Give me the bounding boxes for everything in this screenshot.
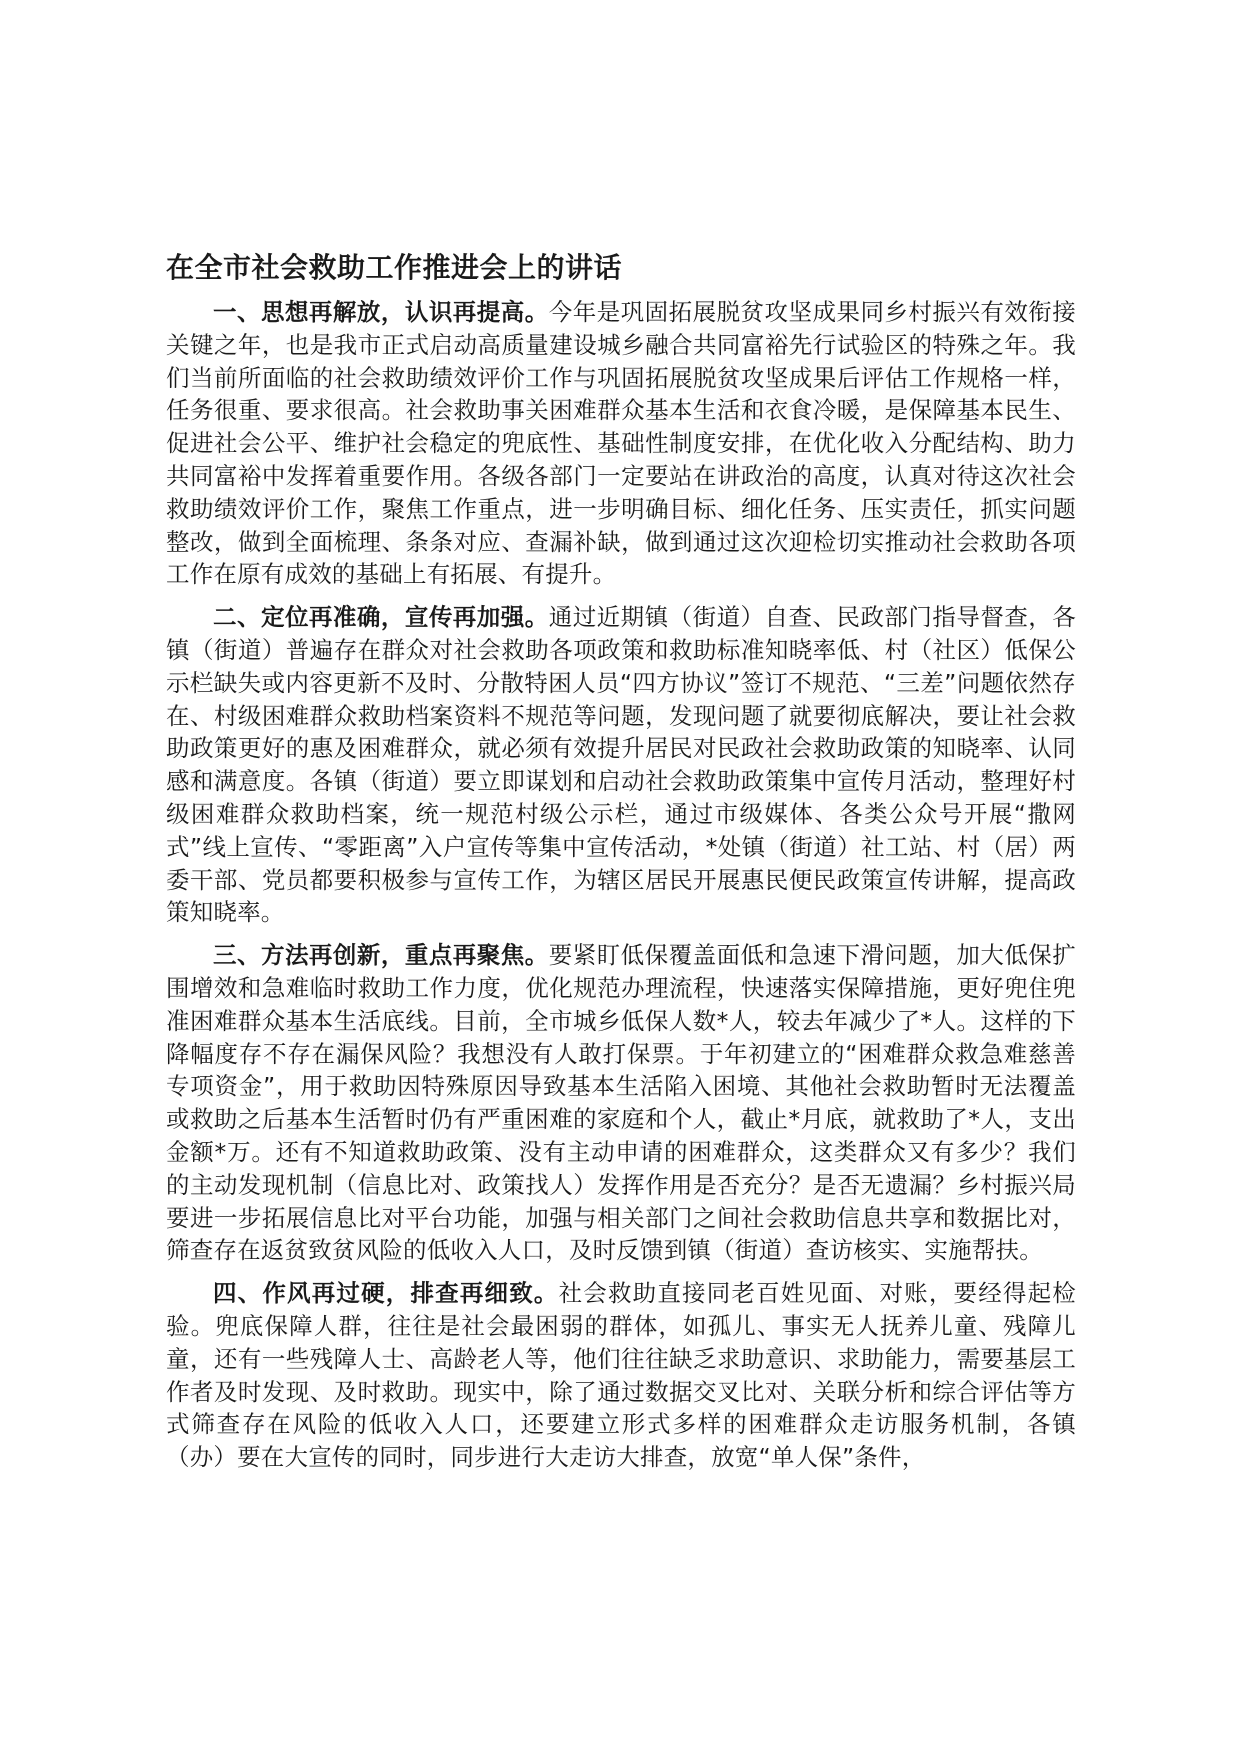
paragraph-4 — [166, 1277, 1076, 1474]
paragraph-1-heading: 一、思想再解放，认识再提高。 — [213, 298, 549, 326]
paragraph-2-text: 通过近期镇（街道）自查、民政部门指导督查，各镇（街道）普遍存在群众对社会救助各项政策和救助标准知晓率低、村（社区）低保公示栏缺失或内容更新不及时、分散特困人员“四方协议”签订不规范、“三差”问题依然存在、村级困难群众救助档案资料不规范等问题，发现问题了就要彻底解决，要让社会救助政策更好的惠及困难群众，就必须有效提升居民对民政社会救助政策的知晓率、认同感和满意度。各镇（街道）要立即谋划和启动社会救助政策集中宣传月活动，整理好村级困难群众救助档案，统一规范村级公示栏，通过市级媒体、各类公众号开展“撒网式”线上宣传、“零距离”入户宣传等集中宣传活动，*处镇（街道）社工站、村（居）两委干部、党员都要积极参与宣传工作，为辖区居民开展惠民便民政策宣传讲解，提高政策知晓率。 — [166, 603, 1076, 927]
paragraph-3 — [166, 939, 1076, 1267]
paragraph-3-text: 要紧盯低保覆盖面低和急速下滑问题，加大低保扩围增效和急难临时救助工作力度，优化规范办理流程，快速落实保障措施，更好兜住兜准困难群众基本生活底线。目前，全市城乡低保人数*人，较去年减少了*人。这样的下降幅度存不存在漏保风险？我想没有人敢打保票。于年初建立的“困难群众救急难慈善专项资金”，用于救助因特殊原因导致基本生活陷入困境、其他社会救助暂时无法覆盖或救助之后基本生活暂时仍有严重困难的家庭和个人，截止*月底，就救助了*人，支出金额*万。还有不知道救助政策、没有主动申请的困难群众，这类群众又有多少？我们的主动发现机制（信息比对、政策找人）发挥作用是否充分？是否无遗漏？乡村振兴局要进一步拓展信息比对平台功能，加强与相关部门之间社会救助信息共享和数据比对，筛查存在返贫致贫风险的低收入人口，及时反馈到镇（街道）查访核实、实施帮扶。 — [166, 941, 1076, 1265]
document-title: 在全市社会救助工作推进会上的讲话 — [166, 251, 623, 284]
paragraph-4-heading: 四、作风再过硬，排查再细致。 — [213, 1279, 559, 1308]
paragraph-3-heading: 三、方法再创新，重点再聚焦。 — [213, 941, 549, 970]
paragraph-2 — [166, 601, 1076, 929]
paragraph-4-text: 社会救助直接同老百姓见面、对账，要经得起检验。兜底保障人群，往往是社会最困弱的群体，如孤儿、事实无人抚养儿童、残障儿童，还有一些残障人士、高龄老人等，他们往往缺乏求助意识、求助能力，需要基层工作者及时发现、及时救助。现实中，除了通过数据交叉比对、关联分析和综合评估等方式筛查存在风险的低收入人口，还要建立形式多样的困难群众走访服务机制，各镇（办）要在大宣传的同时，同步进行大走访大排查，放宽“单人保”条件， — [166, 1279, 1076, 1472]
paragraph-1 — [166, 296, 1076, 591]
paragraph-1-text: 今年是巩固拓展脱贫攻坚成果同乡村振兴有效衔接关键之年，也是我市正式启动高质量建设城乡融合共同富裕先行试验区的特殊之年。我们当前所面临的社会救助绩效评价工作与巩固拓展脱贫攻坚成果后评估工作规格一样，任务很重、要求很高。社会救助事关困难群众基本生活和衣食冷暖，是保障基本民生、促进社会公平、维护社会稳定的兜底性、基础性制度安排，在优化收入分配结构、助力共同富裕中发挥着重要作用。各级各部门一定要站在讲政治的高度，认真对待这次社会救助绩效评价工作，聚焦工作重点，进一步明确目标、细化任务、压实责任，抓实问题整改，做到全面梳理、条条对应、查漏补缺，做到通过这次迎检切实推动社会救助各项工作在原有成效的基础上有拓展、有提升。 — [166, 298, 1076, 589]
document-body — [166, 246, 1076, 1484]
paragraph-2-heading: 二、定位再准确，宣传再加强。 — [213, 603, 549, 632]
